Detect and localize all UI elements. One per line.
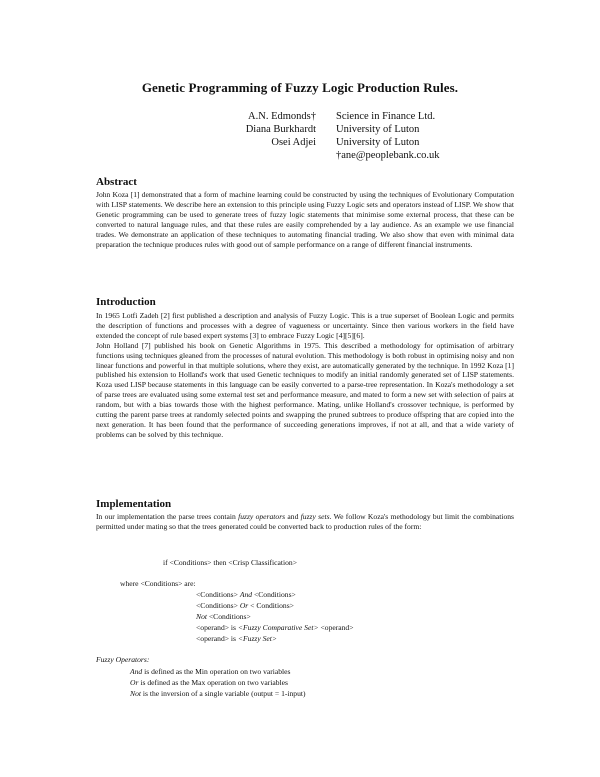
condition-line — [196, 634, 277, 644]
operator-definition — [130, 678, 288, 688]
text-span: and — [285, 512, 301, 521]
author-affiliation: University of Luton — [336, 137, 420, 148]
italic-term: <Fuzzy Set> — [237, 634, 278, 643]
author-block — [200, 110, 460, 162]
introduction-heading: Introduction — [96, 296, 156, 308]
text-span: <operand> is — [196, 634, 238, 643]
italic-term: Or — [130, 678, 139, 687]
italic-term: And — [130, 667, 143, 676]
text-span: <Conditions> — [196, 601, 240, 610]
abstract-paragraph: John Koza [1] demonstrated that a form of machine learning could be constructed by using the techniques of Evolutionary Computation with LISP statements. We describe here an extension to this principle using Fuzzy Logic sets and operators instead of LISP. We show that Genetic programming can be used to generate trees of fuzzy logic statements that minimise some external process, that these can be converted to natural language rules, and that these rules are easily comprehended by a lay audience. As an example we use financial trades. We demonstrate an application of these techniques to automating financial trading. We also show that even with minimal data preparation the technique produces rules with good out of sample performance on a range of different financial instruments. — [96, 190, 514, 249]
author-row — [200, 123, 460, 136]
author-name: Osei Adjei — [271, 137, 316, 148]
text-span: <operand> — [318, 623, 354, 632]
author-email: †ane@peoplebank.co.uk — [336, 150, 440, 161]
condition-line — [196, 590, 296, 600]
fuzzy-operators-heading: Fuzzy Operators: — [96, 655, 150, 664]
author-name — [200, 149, 336, 162]
italic-term: Or — [239, 601, 249, 610]
condition-line — [196, 612, 251, 622]
italic-term: fuzzy operators — [238, 512, 286, 521]
text-span: <Conditions> — [206, 612, 251, 621]
condition-line — [196, 623, 354, 633]
author-name: A.N. Edmonds† — [248, 111, 316, 122]
italic-term: And — [239, 590, 253, 599]
text-span: is defined as the Min operation on two variables — [142, 667, 291, 676]
implementation-text — [96, 512, 514, 532]
author-affiliation: Science in Finance Ltd. — [336, 111, 436, 122]
where-label: where <Conditions> are: — [120, 579, 196, 588]
introduction-paragraph-2: John Holland [7] published his book on Genetic Algorithms in 1975. This described a methodology for optimisation of arbitrary functions using techniques gleaned from the processes of natural evolution. This methodology is both robust in optimising noisy and non linear functions and powerful in that multiple solutions, where they exist, are automatically generated by the technique. In 1992 Koza [1] published his extension to Holland's work that used Genetic techniques to modify an initial randomly generated set of LISP statements. Koza used LISP because statements in this language can be easily converted to a parse-tree representation. In Koza's methodology a set of parse trees are evaluated using some external test set and performance measure, and mated to form a new set with selection of pairs at random, but with a bias towards those with the highest performance. Mating, unlike Holland's crossover technique, is performed by cutting the parent parse trees at randomly selected points and swapping the pruned subtrees to produce offspring that are copied into the next generation. It has been found that the performance of succeeding generations improves, if not at all, and that a wide variety of problems can be solved by this technique. — [96, 340, 514, 439]
abstract-text — [96, 190, 514, 249]
text-span: In our implementation the parse trees contain — [96, 512, 239, 521]
author-name: Diana Burkhardt — [245, 124, 316, 135]
text-span: is defined as the Max operation on two variables — [138, 678, 288, 687]
abstract-heading: Abstract — [96, 176, 137, 188]
implementation-paragraph — [96, 512, 514, 532]
text-span: <operand> is — [196, 623, 238, 632]
rule-form: if <Conditions> then <Crisp Classification> — [163, 558, 297, 567]
italic-term: Not — [130, 689, 141, 698]
condition-line — [196, 601, 294, 611]
italic-term: fuzzy sets — [300, 512, 330, 521]
italic-term: Not — [196, 612, 207, 621]
introduction-text — [96, 311, 514, 440]
operator-definition — [130, 667, 291, 677]
text-span: <Conditions> — [196, 590, 240, 599]
italic-term: <Fuzzy Comparative Set> — [237, 623, 319, 632]
implementation-heading: Implementation — [96, 498, 172, 510]
paper-title: Genetic Programming of Fuzzy Logic Production Rules. — [141, 80, 459, 95]
text-span: . We follow Koza's methodology but limit the combinations permitted under mating so that the trees generated could be converted back to production rules of the form: — [96, 512, 515, 531]
text-span: <Conditions> — [252, 590, 296, 599]
operator-definition — [130, 689, 306, 699]
author-row — [200, 136, 460, 149]
author-row — [200, 110, 460, 123]
author-row — [200, 149, 460, 162]
text-span: is the inversion of a single variable (output = 1-input) — [140, 689, 306, 698]
author-affiliation: University of Luton — [336, 124, 420, 135]
text-span: < Conditions> — [248, 601, 294, 610]
introduction-paragraph-1: In 1965 Lotfi Zadeh [2] first published a description and analysis of Fuzzy Logic. This is a true superset of Boolean Logic and permits the description of functions and processes with a degree of vagueness or uncertainty. Since then various workers in the field have extended the concept of rule based expert systems [3] to embrace Fuzzy Logic [4][5][6]. — [96, 311, 514, 340]
